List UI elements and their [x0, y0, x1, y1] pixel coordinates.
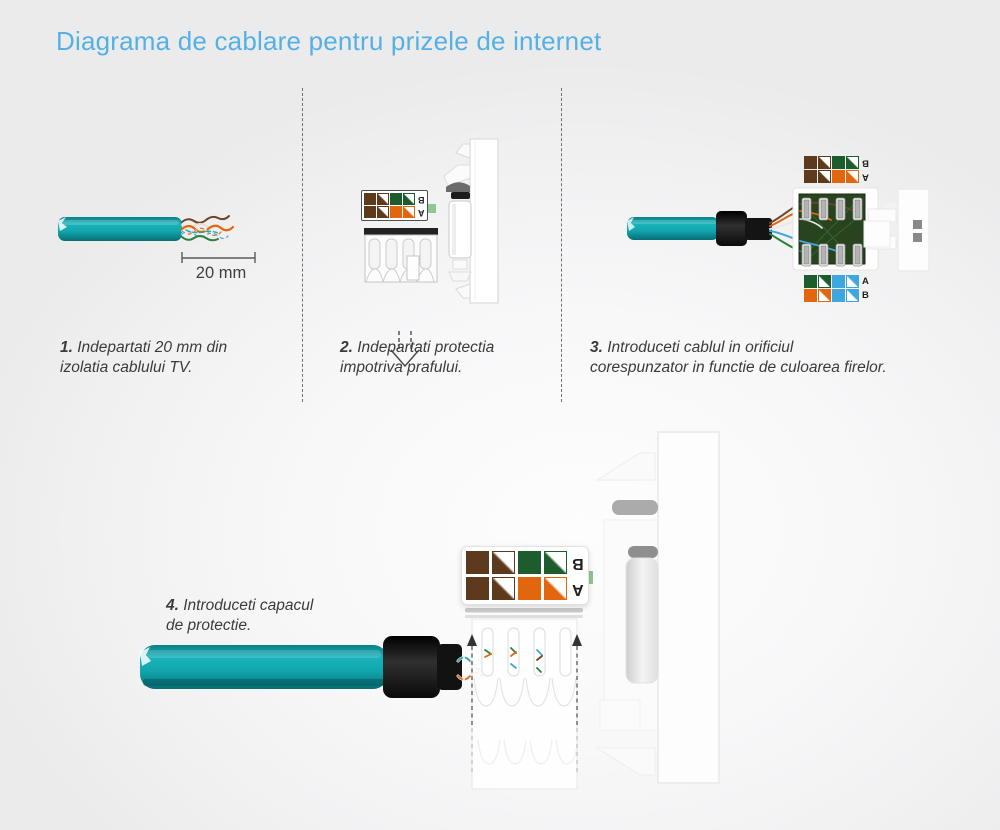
blue-white-swatch: [846, 275, 859, 288]
orange-swatch: [832, 170, 845, 183]
color-code-row: [364, 193, 425, 205]
color-code-label-step2: [361, 190, 428, 221]
step2-jack-side-art: [364, 139, 498, 366]
latch-green-square: [427, 204, 436, 213]
step3-punchdown-art: [627, 188, 929, 271]
wiring-row-letter: B: [418, 194, 425, 205]
jack-cylinder-large: [626, 558, 658, 683]
orange-swatch: [390, 206, 402, 218]
brown-white-swatch: [492, 551, 515, 574]
faint-assembly: [597, 432, 719, 783]
color-code-row: [804, 275, 869, 288]
wiring-row-letter: B: [862, 157, 869, 169]
brown-swatch: [364, 193, 376, 205]
blue-white-swatch: [846, 289, 859, 302]
green-swatch: [390, 193, 402, 205]
orange-white-swatch: [544, 577, 567, 600]
green-white-swatch: [818, 275, 831, 288]
measurement-label: 20 mm: [195, 264, 247, 282]
brown-white-swatch: [818, 156, 831, 169]
color-code-row: [804, 170, 869, 183]
step1-stripped-cable-art: [58, 216, 255, 263]
wiring-row-letter: B: [862, 289, 869, 301]
wall-plate-faint: [658, 432, 719, 783]
green-swatch: [832, 156, 845, 169]
wiring-row-letter: A: [862, 275, 869, 287]
color-code-label-step3-bottom: [804, 275, 869, 302]
blue-swatch: [832, 289, 845, 302]
green-white-swatch: [544, 551, 567, 574]
exposed-twisted-wires: [182, 216, 233, 240]
dust-cap: [365, 235, 437, 282]
green-swatch: [518, 551, 541, 574]
step1-number: 1.: [60, 339, 73, 356]
orange-swatch: [804, 289, 817, 302]
brown-swatch: [466, 577, 489, 600]
cap-top-bar: [364, 228, 438, 235]
orange-swatch: [518, 577, 541, 600]
brown-white-swatch: [492, 577, 515, 600]
cable-boot-large: [383, 636, 440, 698]
color-code-row: [466, 551, 584, 574]
cable-boot: [716, 211, 747, 246]
brown-swatch: [804, 156, 817, 169]
step-divider-2: [561, 88, 562, 402]
orange-white-swatch: [818, 289, 831, 302]
wiring-row-letter: A: [572, 580, 584, 598]
mount-tab-top: [456, 144, 470, 158]
color-code-row: [804, 156, 869, 169]
color-code-label-step3-top: [804, 156, 869, 183]
brown-swatch: [804, 170, 817, 183]
wall-plate: [898, 189, 929, 271]
orange-white-swatch: [846, 170, 859, 183]
color-code-row: [466, 577, 584, 600]
brown-white-swatch: [377, 193, 389, 205]
wiring-row-letter: B: [572, 554, 584, 572]
protection-cap: [465, 608, 583, 789]
green-white-swatch: [846, 156, 859, 169]
step-divider-1: [302, 88, 303, 402]
step2-number: 2.: [340, 339, 353, 356]
color-code-row: [364, 206, 425, 218]
step4-number: 4.: [166, 597, 179, 614]
wiring-row-letter: A: [418, 207, 425, 218]
faceplate-side: [470, 139, 498, 303]
step2-caption: 2. Indepartati protectia impotriva prafului.: [340, 339, 495, 377]
orange-white-swatch: [403, 206, 415, 218]
step1-caption: 1. Indepartati 20 mm din izolatia cablului TV.: [60, 339, 228, 377]
green-swatch: [804, 275, 817, 288]
measurement-line: [182, 252, 255, 263]
brown-white-swatch: [377, 206, 389, 218]
color-code-label-step4: [461, 546, 589, 605]
color-code-row: [804, 289, 869, 302]
page-title: Diagrama de cablare pentru prizele de internet: [56, 26, 602, 56]
brown-swatch: [466, 551, 489, 574]
green-white-swatch: [403, 193, 415, 205]
brown-swatch: [364, 206, 376, 218]
step4-caption: 4. Introduceti capacul de protectie.: [166, 597, 314, 635]
step3-caption: 3. Introduceti cablul in orificiul corespunzator in functie de culoarea firelor.: [590, 339, 887, 377]
blue-swatch: [832, 275, 845, 288]
wiring-row-letter: A: [862, 171, 869, 183]
mount-tab-bottom: [456, 284, 470, 298]
brown-white-swatch: [818, 170, 831, 183]
step3-number: 3.: [590, 339, 603, 356]
